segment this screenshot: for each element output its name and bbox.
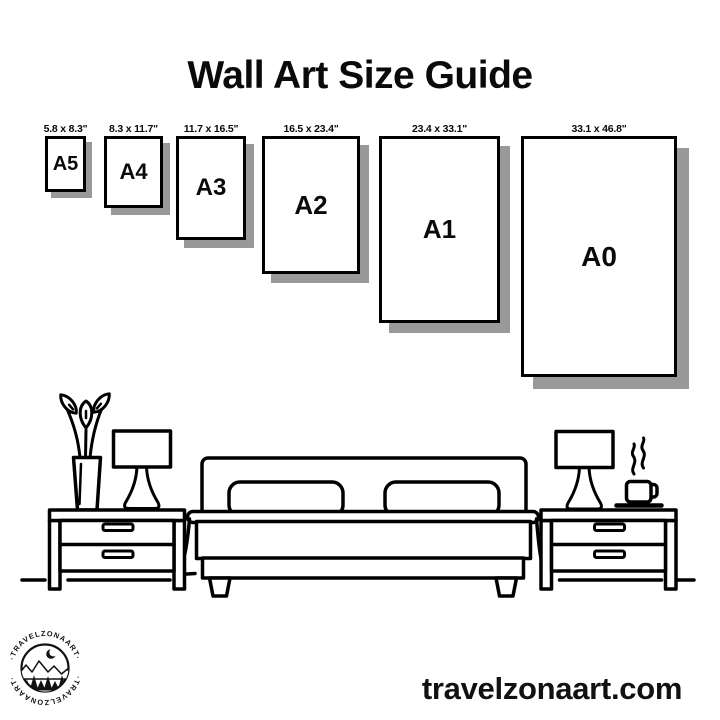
page-title: Wall Art Size Guide — [187, 54, 533, 98]
coffee-cup-icon — [617, 438, 662, 506]
size-name: A4 — [119, 159, 148, 184]
size-dimensions-label: 23.4 x 33.1" — [411, 123, 468, 135]
size-frame-a5 — [43, 123, 88, 192]
cup-body — [627, 482, 652, 503]
size-frame-a4 — [104, 123, 163, 208]
drawer-handle — [103, 551, 133, 558]
lamp-shade — [114, 431, 171, 467]
logo-text-bottom: ·TRAVELZONAART· — [7, 674, 83, 708]
size-dimensions-label: 33.1 x 46.8" — [571, 123, 627, 135]
steam-line — [642, 438, 644, 468]
size-frame-a0 — [521, 123, 677, 377]
size-frame-a3 — [176, 123, 246, 240]
plant-vase — [74, 458, 101, 511]
bed-leg-right — [496, 578, 517, 596]
lamp-stem — [125, 467, 159, 509]
lamp-stem — [567, 468, 601, 510]
bed-mattress — [197, 522, 531, 559]
plant-stem — [67, 409, 80, 458]
plant-vase-line — [80, 464, 82, 504]
bed-base — [203, 558, 524, 578]
nightstand-right-icon — [541, 510, 676, 589]
size-frame-a1 — [379, 123, 500, 323]
website-url: travelzonaart.com — [421, 671, 683, 706]
size-dimensions-label: 11.7 x 16.5" — [183, 123, 239, 135]
lamp-right-icon — [556, 432, 613, 510]
brand-logo-badge — [1, 624, 89, 712]
drawer-handle — [103, 524, 133, 531]
size-name: A0 — [581, 240, 617, 272]
size-dimensions-label: 16.5 x 23.4" — [283, 123, 339, 135]
bed-leg-left — [210, 578, 231, 596]
size-name: A2 — [294, 189, 328, 220]
lamp-left-icon — [114, 431, 171, 509]
logo-text-top: ·TRAVELZONAART· — [7, 628, 83, 662]
plant-icon — [57, 391, 113, 510]
size-name: A3 — [195, 174, 227, 201]
size-name: A5 — [52, 152, 79, 175]
nightstand-left-icon — [50, 510, 185, 589]
size-frame-a2 — [262, 123, 360, 274]
bedroom-illustration — [0, 385, 720, 610]
size-name: A1 — [422, 214, 457, 244]
size-dimensions-label: 5.8 x 8.3" — [43, 123, 88, 135]
bed-icon — [181, 458, 550, 596]
plant-stem — [86, 430, 87, 458]
lamp-shade — [556, 432, 613, 468]
steam-line — [632, 444, 634, 474]
size-dimensions-label: 8.3 x 11.7" — [109, 123, 158, 135]
